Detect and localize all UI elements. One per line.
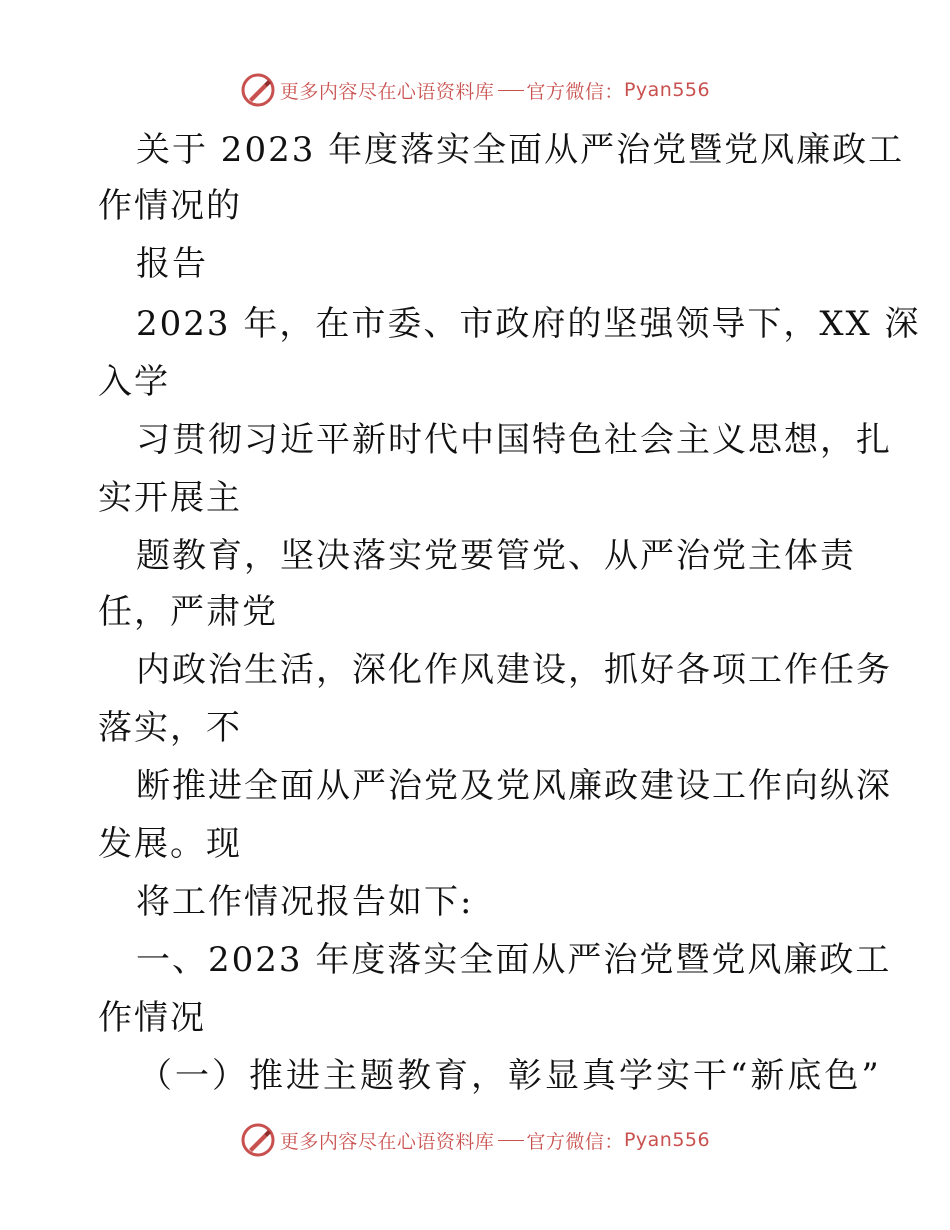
watermark-site-text: 更多内容尽在心语资料库 [279, 80, 495, 103]
paragraph-line: 实开展主 [98, 478, 242, 518]
subsection-heading: （一）推进主题教育，彰显真学实干“新底色” [138, 1056, 882, 1096]
paragraph-line: 题教育，坚决落实党要管党、从严治党主体责 [136, 536, 856, 576]
header-watermark [0, 70, 950, 110]
watermark-wechat-id: Pyan556 [623, 1129, 711, 1151]
paragraph-line: 发展。现 [98, 824, 242, 864]
watermark-wechat-id: Pyan556 [623, 79, 711, 101]
paragraph-line: 2023 年，在市委、市政府的坚强领导下，XX 深 [136, 304, 921, 344]
pen-logo-icon [240, 72, 276, 108]
title-line-1: 关于 2023 年度落实全面从严治党暨党风廉政工 [136, 130, 905, 170]
watermark-site-text: 更多内容尽在心语资料库 [279, 1130, 495, 1153]
title-line-3: 报告 [136, 244, 208, 284]
paragraph-line: 落实，不 [98, 708, 242, 748]
paragraph-line: 入学 [98, 362, 170, 402]
section-heading-line-1: 一、2023 年度落实全面从严治党暨党风廉政工 [136, 940, 892, 980]
paragraph-line: 将工作情况报告如下: [136, 882, 474, 922]
paragraph-line: 习贯彻习近平新时代中国特色社会主义思想，扎 [136, 420, 892, 460]
watermark-dash [498, 90, 524, 91]
watermark-dash [498, 1140, 524, 1141]
watermark-wechat-label: 官方微信： [526, 80, 624, 103]
pen-logo-icon [240, 1122, 276, 1158]
section-heading-line-2: 作情况 [98, 998, 206, 1038]
watermark-wechat-label: 官方微信： [526, 1130, 624, 1153]
paragraph-line: 任，严肃党 [98, 592, 278, 632]
paragraph-line: 内政治生活，深化作风建设，抓好各项工作任务 [136, 650, 892, 690]
footer-watermark [0, 1120, 950, 1160]
title-line-2: 作情况的 [98, 186, 242, 226]
paragraph-line: 断推进全面从严治党及党风廉政建设工作向纵深 [136, 766, 892, 806]
